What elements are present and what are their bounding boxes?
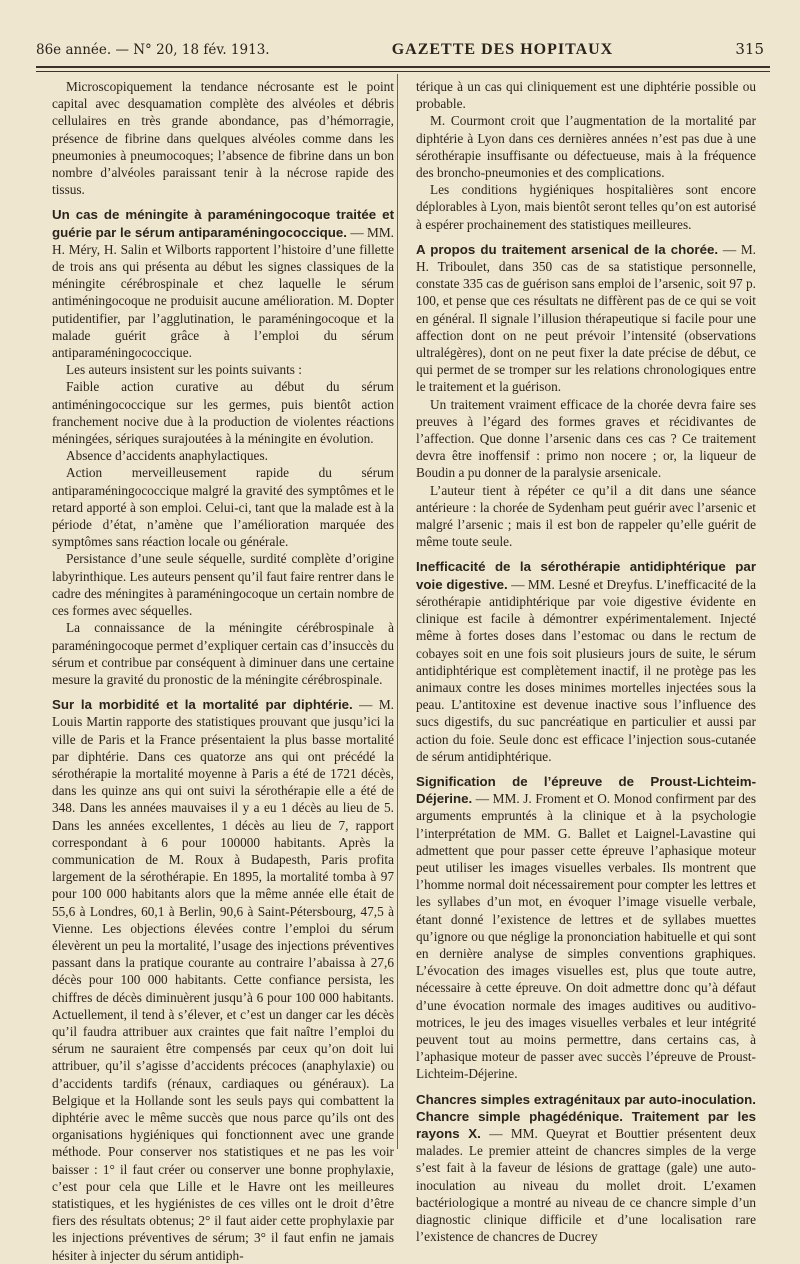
section-title: Signification de l’épreuve de Proust-Lichteim-Déjerine.	[416, 773, 756, 807]
section-choree	[416, 241, 756, 396]
left-column	[52, 78, 394, 1264]
section-chancres	[416, 1091, 756, 1246]
section-title: Inefficacité de la sérothérapie antidiphtérique par voie digestive.	[416, 559, 756, 592]
section-meningite	[52, 206, 394, 361]
journal-title: GAZETTE DES HOPITAUX	[391, 41, 614, 58]
section-diphterie	[52, 696, 394, 1264]
intro-paragraph: Microscopiquement la tendance nécrosante est le point capital avec desquamation complète des alvéoles et débris cellulaires en très grande abondance, pas d’hémorragie, présence de fibrine dans quelques alvéoles comme dans les pneumonies à pneumocoques; l’absence de fibrine dans un bon nombre d’alvéoles paraissant tenir à la nécrose rapide des tissus.	[52, 79, 394, 198]
section-proust	[416, 773, 756, 1083]
section-lead: — MM. J. Froment et O. Monod confirment par des arguments empruntés à la clinique et à la psychologie l’interprétation de MM. G. Ballet et Laignel-Lavastine qui admettent que pour passer cette épreuve l’aphasique moteur peut utiliser les images visuelles verbales. Ils montrent que l’homme normal doit nécessairement pour compter les lettres et les syllabes d’un mot, en évoquer l’image visuelle verbale, étant donné l’existence de lettres et de syllabes muettes qu’ignore ou que néglige la prononciation habituelle et qui sont en dernière analyse de simples conventions graphiques. L’évocation des images visuelles est, plus que toute autre, nécessaire à cette épreuve. On doit admettre donc qu’à défaut d’une évocation normale des images auditives ou auditivo-motrices, le jeu des images visuelles verbales et leur intégrité peuvent tout au moins permettre, dans certains cas, à l’aphasique moteur de passer avec succès l’épreuve de Proust-Lichteim-Déjerine.	[416, 791, 756, 1082]
section-serotherapie	[416, 558, 756, 764]
section-title: A propos du traitement arsenical de la chorée.	[416, 241, 719, 257]
right-column	[416, 78, 756, 1245]
page-number: 315	[735, 40, 764, 58]
section-lead: — M. Louis Martin rapporte des statistiques prouvant que jusqu’ici la ville de Paris et la France présentaient la plus basse mortalité par diphtérie. Dans ces quatorze ans qui ont précédé la sérothérapie la mortalité moyenne à Paris a été de 1721 décès, dans les quinze ans qui ont suivi la sérothérapie elle a été de 348. Dans les années mauvaises il y a eu 1 décès au lieu de 5. Dans les années excellentes, 1 décès au lieu de 7, rapport correspondant à 6 pour 100000 habitants. Après la communication de M. Roux à Budapesth, Paris profita largement de la sérothérapie. En 1895, la mortalité tomba à 97 pour 100 000 habitants alors que la même année elle était de 55,6 à Londres, 60,1 à Berlin, 90,6 à Saint-Pétersbourg, 47,5 à Vienne. Les objections élevées contre l’emploi du sérum élevèrent un peu la mortalité, l’usage des injections préventives passant dans la pratique courante au contraire l’abaissa à 27,6 décès pour 100 000 habitants. Cette confiance persista, les chiffres de décès diminuèrent jusqu’à 6 pour 100 000 habitants. Actuellement, il tend à s’élever, et c’est un danger car les décès qu’il faudra attribuer aux craintes que fait naître l’emploi du sérum ne sauraient être compensés par ceux qu’on doit lui attribuer, qu’il s’agisse d’accidents précoces (anaphylaxie) ou d’accidents tardifs (rénaux, cardiaques ou généraux). La Belgique et la Hollande sont les seuls pays qui combattent la diphtérie avec le même succès que nous parce qu’ils ont des organisations hygiéniques qui fonctionnent avec une grande méthode. Pour conserver nos statistiques et ne pas les voir baisser : 1° il faut créer ou conserver une bonne prophylaxie, c’est pour cela que Lille et le Havre ont les meilleures statistiques, et les hygiénistes de ces villes ont le droit d’être fiers des résultats obtenus; 2° il faut aider cette prophylaxie par les injections préventives de sérum; 3° il faut enfin ne jamais hésiter à injecter du sérum antidiph-	[52, 697, 394, 1263]
header-rule	[36, 66, 770, 72]
section-lead: — MM. Lesné et Dreyfus. L’inefficacité de la sérothérapie antidiphtérique par voie digestive évidente en clinique est facile à démontrer expérimentalement. Injecté même à fortes doses dans l’estomac ou dans le rectum de cobayes soit en une fois soit plusieurs jours de suite, le sérum antidiphtérique est complètement inactif, il ne protège pas les animaux contre les doses minimes mortelles injectées sous la peau. L’antitoxine est devenue inactive sous l’influence des sucs digestifs, du suc pancréatique en particulier et aussi par action du foie. Seule donc est efficace l’injection sous-cutanée de sérum antidiphtérique.	[416, 576, 756, 764]
paragraph: Faible action curative au début du sérum antiméningococcique sur les germes, puis bientôt action franchement nocive due à la production de violentes réactions méningées, sériques surajoutées à la méningite en évolution.	[52, 379, 394, 447]
paragraph: Les conditions hygiéniques hospitalières sont encore déplorables à Lyon, mais bientôt seront telles qu’on est autorisé à espérer prochainement des statistiques meilleures.	[416, 182, 756, 232]
section-lead: — M. H. Triboulet, dans 350 cas de sa statistique personnelle, constate 335 cas de guérison sans emploi de l’arsenic, soit 97 p. 100, et pense que ces résultats ne diffèrent pas de ce qui se voit en général. Il signale l’illusion thérapeutique si facile pour une affection dont on ne peut prévoir l’intensité (observations ultralégères), dont on ne peut fixer la date précise de début, ce qui permet de se tromper sur les relations chronologiques entre le traitement et la guérison.	[416, 241, 756, 395]
paragraph: Action merveilleusement rapide du sérum antiparaméningococcique malgré la gravité des symptômes et le retard apporté à son emploi. Celui-ci, tant que la malade est à la période d’état, n’amène que l’amélioration marquée des symptômes sans réaction locale ou générale.	[52, 465, 394, 550]
paragraph: L’auteur tient à répéter ce qu’il a dit dans une séance antérieure : la chorée de Sydenham peut guérir avec l’arsenic et malgré l’arsenic ; mais il est bon de rappeler qu’elle guérit de même toute seule.	[416, 482, 756, 550]
section-lead: — MM. Queyrat et Bouttier présentent deux malades. Le premier atteint de chancres simples de la verge s’est fait à la faveur de lésions de grattage (gale) une auto-inoculation au niveau du mollet droit. L’examen bactériologique a montré au niveau de ce chancre simple d’un diagnostic clinique difficile et d’une localisation rare l’existence de chancres de Ducrey	[416, 1125, 756, 1245]
paragraph: Les auteurs insistent sur les points suivants :	[66, 362, 303, 378]
issue-info: 86e année. — N° 20, 18 fév. 1913.	[36, 42, 270, 58]
paragraph: M. Courmont croit que l’augmentation de la mortalité par diphtérie à Lyon dans ces dernières années n’est pas due à une sérothérapie insuffisante ou défectueuse, mais à la fréquence des broncho-pneumonies et des complications.	[416, 113, 756, 181]
page-header	[36, 40, 764, 68]
paragraph: Persistance d’une seule séquelle, surdité complète d’origine labyrinthique. Les auteurs pensent qu’il faut faire rentrer dans le cadre des méningites à paraméningocoque un certain nombre de ces formes avec séquelles.	[52, 551, 394, 619]
column-divider	[397, 74, 398, 1149]
paragraph: Absence d’accidents anaphylactiques.	[66, 448, 268, 464]
section-title: Un cas de méningite à paraméningocoque traitée et guérie par le sérum antiparaméningococcique.	[52, 207, 394, 240]
section-title: Sur la morbidité et la mortalité par diphtérie.	[52, 697, 353, 713]
continued-paragraph: térique à un cas qui cliniquement est une diphtérie possible ou probable.	[416, 79, 756, 112]
paragraph: Un traitement vraiment efficace de la chorée devra faire ses preuves à l’égard des formes graves et récidivantes de l’affection. Que donne l’arsenic dans ces cas ? Ce traitement devra être inoffensif : primo non nocere ; or, la liqueur de Boudin a pu donner de la paralysie arsenicale.	[416, 396, 756, 481]
section-lead: — MM. H. Méry, H. Salin et Wilborts rapportent l’histoire d’une fillette de trois ans qui présenta au début les signes classiques de la méningite cérébrospinale et chez laquelle le sérum antiméningocoque ne produisit aucune amélioration. M. Dopter putidentifier, par l’agglutination, le paraméningocoque et la malade guérit grâce à l’emploi du sérum antiparaméningococcique.	[52, 224, 395, 361]
paragraph: La connaissance de la méningite cérébrospinale à paraméningocoque permet d’expliquer certain cas d’insuccès du sérum et contribue par conséquent à diminuer dans une certaine mesure la gravité du pronostic de la méningite cérébrospinale.	[52, 620, 394, 687]
section-title: Chancres simples extragénitaux par auto-inoculation. Chancre simple phagédénique. Traitement par les rayons X.	[416, 1091, 756, 1141]
